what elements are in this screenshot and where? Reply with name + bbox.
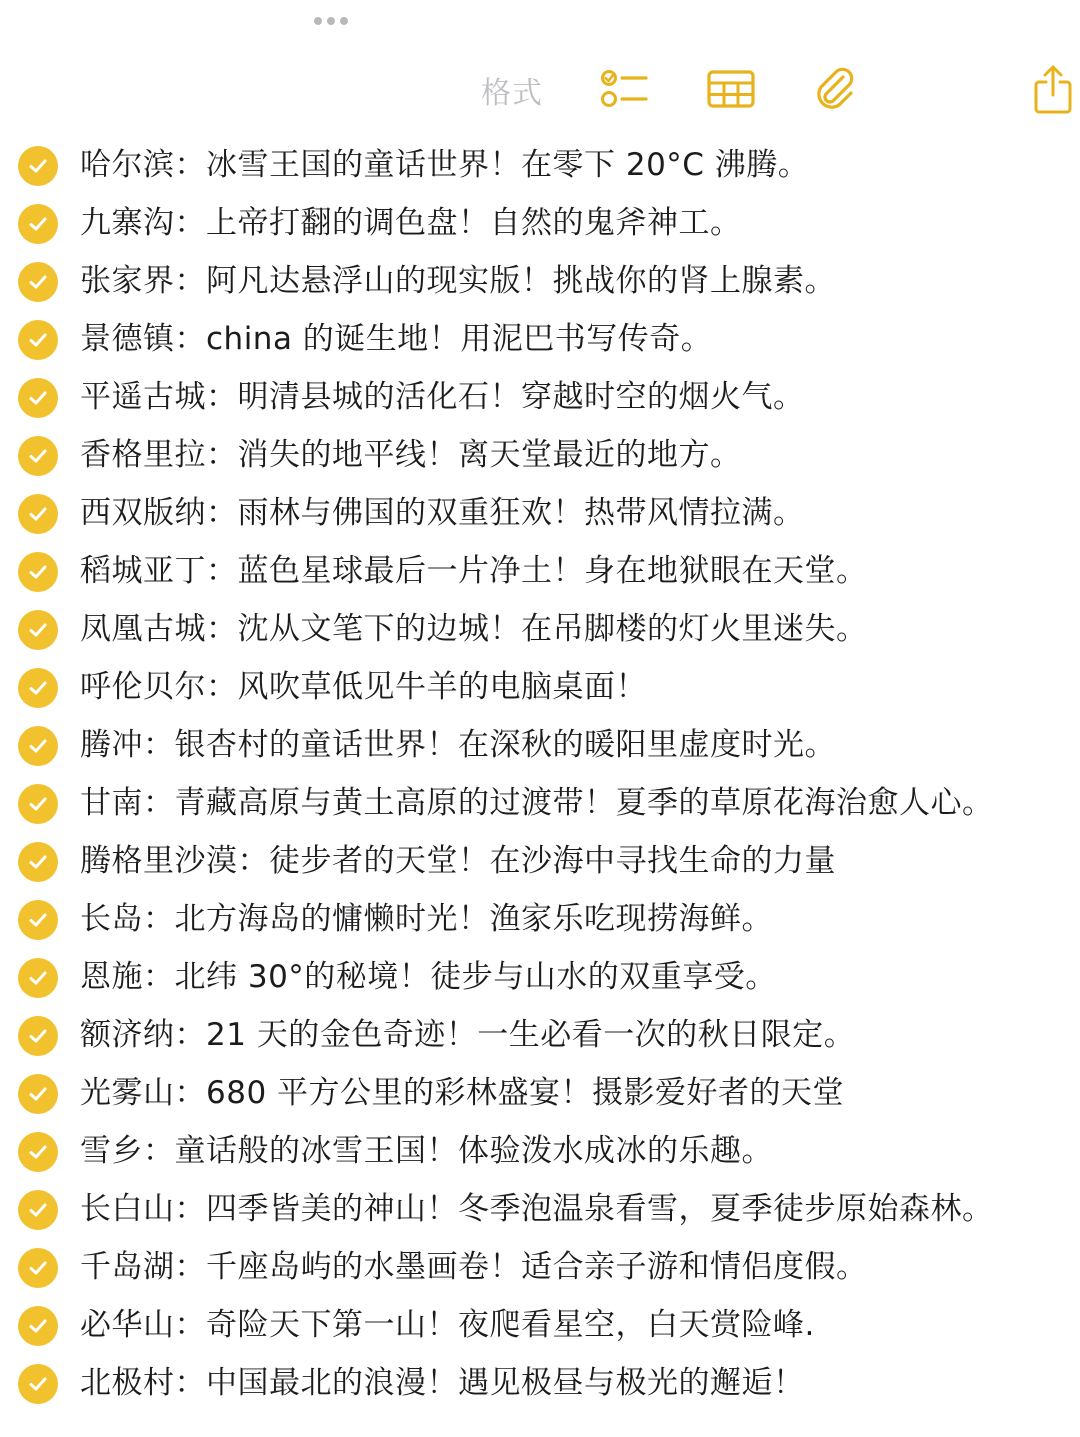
checklist-item[interactable] xyxy=(0,1065,1080,1123)
checklist-item[interactable] xyxy=(0,311,1080,369)
place-description: 沈从文笔下的边城！在吊脚楼的灯火里迷失。 xyxy=(237,611,868,647)
checklist-item[interactable] xyxy=(0,485,1080,543)
checklist-item[interactable] xyxy=(0,195,1080,253)
place-description: 中国最北的浪漫！遇见极昼与极光的邂逅！ xyxy=(206,1365,805,1401)
checklist-item[interactable] xyxy=(0,717,1080,775)
place-description: 徒步者的天堂！在沙海中寻找生命的力量 xyxy=(269,843,836,879)
checklist-item-text[interactable] xyxy=(80,1131,773,1171)
place-name: 景德镇： xyxy=(80,321,206,357)
checklist-item[interactable] xyxy=(0,543,1080,601)
checklist-item-text[interactable] xyxy=(80,609,868,649)
place-description: 680 平方公里的彩林盛宴！摄影爱好者的天堂 xyxy=(206,1075,845,1111)
checklist-item-text[interactable] xyxy=(80,1073,844,1113)
checklist-item-text[interactable] xyxy=(80,957,777,997)
checklist-item-text[interactable] xyxy=(80,551,868,591)
checklist-item-text[interactable] xyxy=(80,1305,815,1345)
checklist-item[interactable] xyxy=(0,1355,1080,1413)
place-name: 恩施： xyxy=(80,959,175,995)
place-description: 上帝打翻的调色盘！自然的鬼斧神工。 xyxy=(206,205,742,241)
place-name: 平遥古城： xyxy=(80,379,238,415)
place-name: 呼伦贝尔： xyxy=(80,669,238,705)
checkmark-icon[interactable] xyxy=(18,552,58,592)
checklist-item[interactable] xyxy=(0,1123,1080,1181)
checkmark-icon[interactable] xyxy=(18,1364,58,1404)
place-description: 四季皆美的神山！冬季泡温泉看雪，夏季徒步原始森林。 xyxy=(206,1191,994,1227)
checklist-item[interactable] xyxy=(0,601,1080,659)
checkmark-icon[interactable] xyxy=(18,204,58,244)
checklist-item[interactable] xyxy=(0,369,1080,427)
checklist-item[interactable] xyxy=(0,659,1080,717)
more-icon[interactable] xyxy=(311,14,351,28)
place-description: 冰雪王国的童话世界！在零下 20°C 沸腾。 xyxy=(206,147,810,183)
checklist-item-text[interactable] xyxy=(80,319,712,359)
place-description: 银杏村的童话世界！在深秋的暖阳里虚度时光。 xyxy=(174,727,836,763)
checklist-item-text[interactable] xyxy=(80,145,809,185)
checklist-item[interactable] xyxy=(0,1297,1080,1355)
place-description: 童话般的冰雪王国！体验泼水成冰的乐趣。 xyxy=(174,1133,773,1169)
checkmark-icon[interactable] xyxy=(18,436,58,476)
checkmark-icon[interactable] xyxy=(18,784,58,824)
attachment-icon[interactable] xyxy=(812,66,856,112)
place-description: 千座岛屿的水墨画卷！适合亲子游和情侣度假。 xyxy=(206,1249,868,1285)
checklist-item-text[interactable] xyxy=(80,1247,868,1287)
checkmark-icon[interactable] xyxy=(18,1190,58,1230)
place-description: 风吹草低见牛羊的电脑桌面！ xyxy=(237,669,647,705)
place-description: 蓝色星球最后一片净土！身在地狱眼在天堂。 xyxy=(237,553,868,589)
top-bar xyxy=(0,0,1080,132)
checklist-item[interactable] xyxy=(0,949,1080,1007)
checkmark-icon[interactable] xyxy=(18,900,58,940)
place-name: 甘南： xyxy=(80,785,175,821)
checkmark-icon[interactable] xyxy=(18,668,58,708)
checklist-item-text[interactable] xyxy=(80,1363,805,1403)
checkmark-icon[interactable] xyxy=(18,842,58,882)
checklist-item-text[interactable] xyxy=(80,203,742,243)
checkmark-icon[interactable] xyxy=(18,494,58,534)
checklist-item[interactable] xyxy=(0,775,1080,833)
checklist-item-text[interactable] xyxy=(80,1015,855,1055)
place-description: 北方海岛的慵懒时光！渔家乐吃现捞海鲜。 xyxy=(174,901,773,937)
checklist-item-text[interactable] xyxy=(80,435,742,475)
place-name: 九寨沟： xyxy=(80,205,206,241)
place-description: china 的诞生地！用泥巴书写传奇。 xyxy=(206,321,713,357)
checklist-item[interactable] xyxy=(0,427,1080,485)
share-icon[interactable] xyxy=(1032,62,1074,116)
checklist-item-text[interactable] xyxy=(80,783,994,823)
checkmark-icon[interactable] xyxy=(18,1306,58,1346)
note-toolbar xyxy=(0,58,1080,122)
checklist-item[interactable] xyxy=(0,891,1080,949)
checklist-item[interactable] xyxy=(0,253,1080,311)
place-name: 香格里拉： xyxy=(80,437,238,473)
checklist-item-text[interactable] xyxy=(80,261,836,301)
place-description: 青藏高原与黄土高原的过渡带！夏季的草原花海治愈人心。 xyxy=(174,785,994,821)
place-description: 阿凡达悬浮山的现实版！挑战你的肾上腺素。 xyxy=(206,263,836,299)
checklist-item[interactable] xyxy=(0,1007,1080,1065)
checklist-item-text[interactable] xyxy=(80,841,836,881)
place-name: 长白山： xyxy=(80,1191,206,1227)
place-name: 千岛湖： xyxy=(80,1249,206,1285)
table-icon[interactable] xyxy=(706,66,756,112)
place-name: 长岛： xyxy=(80,901,175,937)
place-name: 腾冲： xyxy=(80,727,175,763)
checklist-item[interactable] xyxy=(0,137,1080,195)
checkmark-icon[interactable] xyxy=(18,1074,58,1114)
checkmark-icon[interactable] xyxy=(18,726,58,766)
place-name: 凤凰古城： xyxy=(80,611,238,647)
checklist-item[interactable] xyxy=(0,833,1080,891)
place-name: 雪乡： xyxy=(80,1133,175,1169)
place-description: 雨林与佛国的双重狂欢！热带风情拉满。 xyxy=(237,495,805,531)
checklist-item-text[interactable] xyxy=(80,377,805,417)
place-name: 腾格里沙漠： xyxy=(80,843,269,879)
checkmark-icon[interactable] xyxy=(18,610,58,650)
checkmark-icon[interactable] xyxy=(18,320,58,360)
checklist-item-text[interactable] xyxy=(80,725,836,765)
place-description: 21 天的金色奇迹！一生必看一次的秋日限定。 xyxy=(206,1017,856,1053)
checkmark-icon[interactable] xyxy=(18,1132,58,1172)
place-name: 张家界： xyxy=(80,263,206,299)
place-description: 消失的地平线！离天堂最近的地方。 xyxy=(237,437,742,473)
checkmark-icon[interactable] xyxy=(18,146,58,186)
format-button[interactable]: 格式 xyxy=(481,76,543,111)
place-name: 稻城亚丁： xyxy=(80,553,238,589)
checkmark-icon[interactable] xyxy=(18,1016,58,1056)
checklist-icon[interactable] xyxy=(598,66,650,112)
place-name: 光雾山： xyxy=(80,1075,206,1111)
place-description: 奇险天下第一山！夜爬看星空，白天赏险峰. xyxy=(206,1307,815,1343)
checklist-item-text[interactable] xyxy=(80,493,805,533)
checklist-item[interactable] xyxy=(0,1181,1080,1239)
checklist-item[interactable] xyxy=(0,1239,1080,1297)
place-name: 额济纳： xyxy=(80,1017,206,1053)
checklist xyxy=(0,137,1080,1413)
checkmark-icon[interactable] xyxy=(18,958,58,998)
checklist-item-text[interactable] xyxy=(80,1189,994,1229)
checklist-item-text[interactable] xyxy=(80,667,647,707)
place-description: 明清县城的活化石！穿越时空的烟火气。 xyxy=(237,379,805,415)
place-name: 北极村： xyxy=(80,1365,206,1401)
place-description: 北纬 30°的秘境！徒步与山水的双重享受。 xyxy=(174,959,777,995)
checkmark-icon[interactable] xyxy=(18,262,58,302)
checkmark-icon[interactable] xyxy=(18,1248,58,1288)
checkmark-icon[interactable] xyxy=(18,378,58,418)
place-name: 必华山： xyxy=(80,1307,206,1343)
place-name: 西双版纳： xyxy=(80,495,238,531)
place-name: 哈尔滨： xyxy=(80,147,206,183)
checklist-item-text[interactable] xyxy=(80,899,773,939)
